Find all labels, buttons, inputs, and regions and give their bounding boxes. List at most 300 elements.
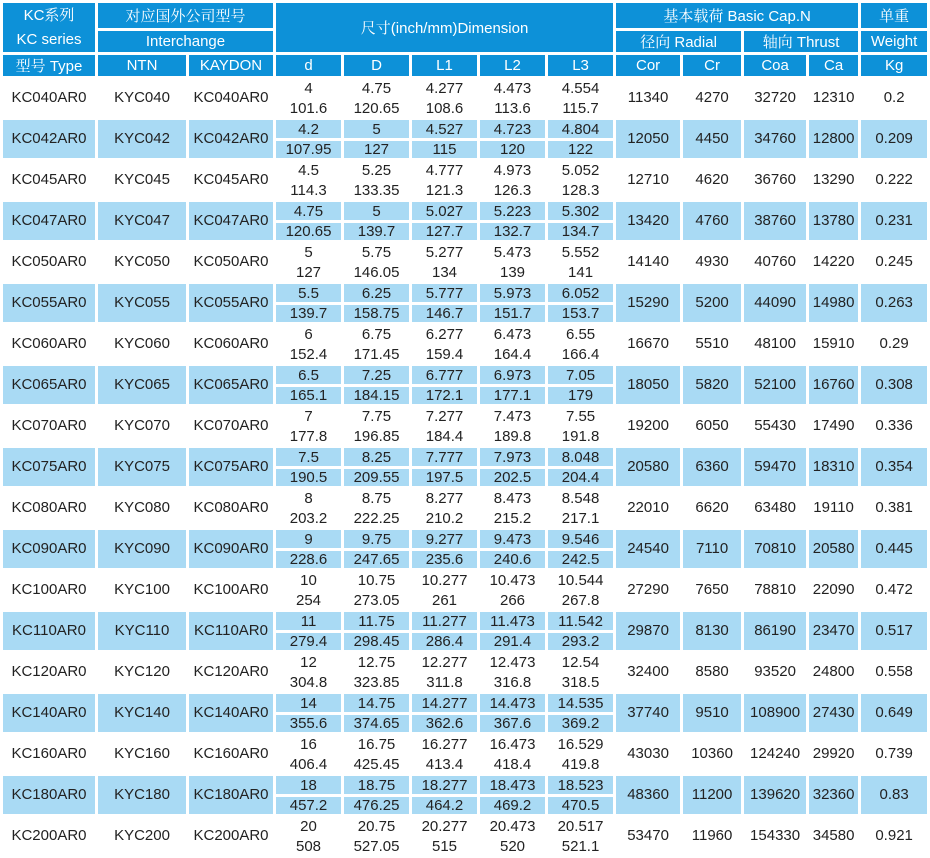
model-cell: KC140AR0: [3, 694, 95, 732]
kaydon-cell: KC120AR0: [189, 653, 273, 691]
dim-cell-L3: [548, 161, 613, 199]
dim-cell-L1: [412, 571, 477, 609]
dim-mm-value: 121.3: [425, 182, 464, 199]
dim-inch-value: 6.75: [344, 325, 409, 346]
dim-mm-value: 527.05: [353, 838, 400, 855]
load-cell-cr: 5510: [683, 325, 741, 363]
weight-cell: 0.231: [861, 202, 927, 240]
table-body: [3, 79, 927, 855]
dim-inch-value: 4.5: [276, 161, 341, 182]
dim-mm-value: 515: [432, 838, 458, 855]
dim-inch-value: 10.277: [412, 571, 477, 592]
dim-inch-value: 20.473: [480, 817, 545, 838]
dim-inch-value: 14.75: [344, 694, 409, 715]
load-cell-ca: 22090: [809, 571, 858, 609]
dim-cell-L3: [548, 243, 613, 281]
dim-inch-value: 18.75: [344, 776, 409, 797]
col-header-cr: Cr: [683, 55, 741, 76]
dim-inch-value: 9.75: [344, 530, 409, 551]
header-interchange-en: Interchange: [98, 31, 273, 52]
load-cell-cr: 8130: [683, 612, 741, 650]
load-cell-cr: 7650: [683, 571, 741, 609]
weight-cell: 0.472: [861, 571, 927, 609]
dim-mm-value: 133.35: [353, 182, 400, 199]
dim-cell-L3: [548, 653, 613, 691]
dim-cell-L2: [480, 325, 545, 363]
load-cell-ca: 24800: [809, 653, 858, 691]
header-dimension: 尺寸(inch/mm)Dimension: [276, 3, 613, 52]
weight-cell: 0.2: [861, 79, 927, 117]
ntn-cell: KYC110: [98, 612, 186, 650]
dim-inch-value: 9.277: [412, 530, 477, 551]
table-row: [3, 776, 927, 814]
dim-inch-value: 7.277: [412, 407, 477, 428]
dim-cell-D: [344, 448, 409, 486]
dim-inch-value: 8.048: [548, 448, 613, 469]
load-cell-cr: 5200: [683, 284, 741, 322]
load-cell-coa: 36760: [744, 161, 806, 199]
dim-mm-value: 139.7: [357, 223, 396, 240]
dim-cell-L2: [480, 284, 545, 322]
model-cell: KC047AR0: [3, 202, 95, 240]
dim-mm-value: 113.6: [494, 100, 531, 117]
dim-cell-d: [276, 776, 341, 814]
dim-mm-value: 184.15: [353, 387, 400, 404]
load-cell-coa: 34760: [744, 120, 806, 158]
col-header-kg: Kg: [861, 55, 927, 76]
dim-cell-L3: [548, 202, 613, 240]
weight-cell: 0.517: [861, 612, 927, 650]
dim-cell-D: [344, 243, 409, 281]
dim-cell-d: [276, 530, 341, 568]
dim-cell-L3: [548, 571, 613, 609]
dim-mm-value: 273.05: [353, 592, 400, 609]
load-cell-cr: 4270: [683, 79, 741, 117]
dim-cell-D: [344, 202, 409, 240]
model-cell: KC065AR0: [3, 366, 95, 404]
table-row: [3, 243, 927, 281]
dim-cell-d: [276, 325, 341, 363]
dim-mm-value: 279.4: [289, 633, 328, 650]
model-cell: KC060AR0: [3, 325, 95, 363]
dim-cell-L2: [480, 243, 545, 281]
ntn-cell: KYC075: [98, 448, 186, 486]
dim-cell-d: [276, 366, 341, 404]
load-cell-cor: 48360: [616, 776, 680, 814]
load-cell-cr: 6620: [683, 489, 741, 527]
load-cell-coa: 93520: [744, 653, 806, 691]
dim-mm-value: 189.8: [493, 428, 532, 445]
header-basic-cap: 基本载荷 Basic Cap.N: [616, 3, 858, 28]
dim-cell-d: [276, 284, 341, 322]
dim-inch-value: 18.277: [412, 776, 477, 797]
dim-mm-value: 304.8: [289, 674, 328, 691]
dim-cell-L2: [480, 735, 545, 773]
dim-inch-value: 18.473: [480, 776, 545, 797]
col-header-kaydon: KAYDON: [189, 55, 273, 76]
dim-cell-d: [276, 202, 341, 240]
dim-mm-value: 128.3: [561, 182, 600, 199]
model-cell: KC080AR0: [3, 489, 95, 527]
dim-inch-value: 20: [276, 817, 341, 838]
ntn-cell: KYC045: [98, 161, 186, 199]
ntn-cell: KYC070: [98, 407, 186, 445]
table-row: [3, 530, 927, 568]
dim-mm-value: 134.7: [561, 223, 600, 240]
dim-mm-value: 374.65: [353, 715, 400, 732]
load-cell-ca: 14220: [809, 243, 858, 281]
dim-cell-L1: [412, 653, 477, 691]
model-cell: KC180AR0: [3, 776, 95, 814]
col-header-d: d: [276, 55, 341, 76]
dim-mm-value: 196.85: [353, 428, 400, 445]
dim-cell-L2: [480, 120, 545, 158]
dim-cell-L1: [412, 161, 477, 199]
col-header-L1: L1: [412, 55, 477, 76]
load-cell-cor: 32400: [616, 653, 680, 691]
dim-inch-value: 5.973: [480, 284, 545, 305]
kaydon-cell: KC075AR0: [189, 448, 273, 486]
dim-mm-value: 127: [364, 141, 390, 158]
header-thrust: 轴向 Thrust: [744, 31, 858, 52]
load-cell-ca: 13290: [809, 161, 858, 199]
dim-cell-L3: [548, 735, 613, 773]
kaydon-cell: KC040AR0: [189, 79, 273, 117]
load-cell-ca: 19110: [809, 489, 858, 527]
load-cell-ca: 27430: [809, 694, 858, 732]
dim-inch-value: 7.473: [480, 407, 545, 428]
dim-inch-value: 11.75: [344, 612, 409, 633]
dim-inch-value: 18.523: [548, 776, 613, 797]
load-cell-coa: 154330: [744, 817, 806, 855]
load-cell-cr: 4760: [683, 202, 741, 240]
dim-mm-value: 132.7: [493, 223, 532, 240]
dim-mm-value: 355.6: [289, 715, 328, 732]
dim-mm-value: 418.4: [493, 756, 532, 773]
dim-inch-value: 5: [344, 202, 409, 223]
load-cell-ca: 29920: [809, 735, 858, 773]
load-cell-ca: 32360: [809, 776, 858, 814]
dim-mm-value: 172.1: [425, 387, 464, 404]
dim-inch-value: 8.25: [344, 448, 409, 469]
dim-cell-d: [276, 735, 341, 773]
dim-cell-d: [276, 653, 341, 691]
load-cell-coa: 32720: [744, 79, 806, 117]
dim-cell-L3: [548, 530, 613, 568]
dim-cell-L1: [412, 817, 477, 855]
dim-inch-value: 16.529: [548, 735, 613, 756]
dim-cell-L2: [480, 407, 545, 445]
dim-inch-value: 8.548: [548, 489, 613, 510]
dim-cell-L3: [548, 120, 613, 158]
load-cell-ca: 17490: [809, 407, 858, 445]
load-cell-ca: 34580: [809, 817, 858, 855]
dim-inch-value: 6.973: [480, 366, 545, 387]
dim-cell-L1: [412, 776, 477, 814]
dim-inch-value: 12: [276, 653, 341, 674]
ntn-cell: KYC055: [98, 284, 186, 322]
dim-inch-value: 16.277: [412, 735, 477, 756]
load-cell-cr: 4930: [683, 243, 741, 281]
dim-cell-L1: [412, 735, 477, 773]
dim-inch-value: 7.55: [548, 407, 613, 428]
model-cell: KC160AR0: [3, 735, 95, 773]
load-cell-cor: 22010: [616, 489, 680, 527]
dim-cell-d: [276, 448, 341, 486]
dim-inch-value: 12.54: [548, 653, 613, 674]
dim-mm-value: 266: [500, 592, 526, 609]
dim-mm-value: 127: [296, 264, 322, 281]
ntn-cell: KYC042: [98, 120, 186, 158]
ntn-cell: KYC100: [98, 571, 186, 609]
dim-mm-value: 362.6: [425, 715, 464, 732]
dim-inch-value: 14.535: [548, 694, 613, 715]
ntn-cell: KYC160: [98, 735, 186, 773]
table-row: [3, 161, 927, 199]
weight-cell: 0.222: [861, 161, 927, 199]
kaydon-cell: KC180AR0: [189, 776, 273, 814]
dim-mm-value: 464.2: [425, 797, 464, 814]
dim-mm-value: 457.2: [289, 797, 328, 814]
dim-cell-L1: [412, 694, 477, 732]
dim-mm-value: 217.1: [561, 510, 600, 527]
dim-inch-value: 20.75: [344, 817, 409, 838]
dim-cell-D: [344, 735, 409, 773]
dim-cell-D: [344, 571, 409, 609]
dim-inch-value: 4: [276, 79, 341, 100]
dim-inch-value: 7.973: [480, 448, 545, 469]
load-cell-cr: 10360: [683, 735, 741, 773]
load-cell-cr: 6050: [683, 407, 741, 445]
dim-inch-value: 5.75: [344, 243, 409, 264]
dim-cell-D: [344, 694, 409, 732]
ntn-cell: KYC180: [98, 776, 186, 814]
dim-inch-value: 14.473: [480, 694, 545, 715]
dim-cell-L1: [412, 325, 477, 363]
dim-inch-value: 8.277: [412, 489, 477, 510]
dim-mm-value: 202.5: [493, 469, 532, 486]
header-interchange-cn: 对应国外公司型号: [98, 3, 273, 28]
weight-cell: 0.649: [861, 694, 927, 732]
dim-inch-value: 4.2: [276, 120, 341, 141]
dim-inch-value: 5.223: [480, 202, 545, 223]
load-cell-cor: 19200: [616, 407, 680, 445]
dim-inch-value: 5.473: [480, 243, 545, 264]
kaydon-cell: KC050AR0: [189, 243, 273, 281]
dim-inch-value: 6.55: [548, 325, 613, 346]
header-radial: 径向 Radial: [616, 31, 741, 52]
dim-mm-value: 190.5: [289, 469, 328, 486]
dim-inch-value: 4.473: [480, 79, 545, 100]
load-cell-coa: 59470: [744, 448, 806, 486]
dim-cell-D: [344, 530, 409, 568]
dim-mm-value: 469.2: [493, 797, 532, 814]
dim-mm-value: 108.6: [425, 100, 464, 117]
model-cell: KC050AR0: [3, 243, 95, 281]
col-header-L2: L2: [480, 55, 545, 76]
dim-mm-value: 171.45: [353, 346, 400, 363]
ntn-cell: KYC120: [98, 653, 186, 691]
dim-inch-value: 14.277: [412, 694, 477, 715]
weight-cell: 0.29: [861, 325, 927, 363]
load-cell-ca: 12310: [809, 79, 858, 117]
dim-mm-value: 293.2: [561, 633, 600, 650]
dim-mm-value: 159.4: [425, 346, 464, 363]
dim-mm-value: 127.7: [425, 223, 464, 240]
dim-cell-L1: [412, 120, 477, 158]
dim-mm-value: 209.55: [353, 469, 400, 486]
dim-inch-value: 5.302: [548, 202, 613, 223]
dim-inch-value: 5.552: [548, 243, 613, 264]
dim-cell-L3: [548, 776, 613, 814]
header-kc-series-cn: KC系列: [23, 6, 75, 24]
weight-cell: 0.263: [861, 284, 927, 322]
load-cell-cor: 15290: [616, 284, 680, 322]
dim-mm-value: 470.5: [561, 797, 600, 814]
dim-inch-value: 9: [276, 530, 341, 551]
dim-inch-value: 12.75: [344, 653, 409, 674]
dim-mm-value: 406.4: [289, 756, 328, 773]
dim-cell-L1: [412, 489, 477, 527]
dim-inch-value: 4.723: [480, 120, 545, 141]
ntn-cell: KYC050: [98, 243, 186, 281]
kaydon-cell: KC060AR0: [189, 325, 273, 363]
header-kc-series-en: KC series: [16, 30, 82, 48]
load-cell-coa: 108900: [744, 694, 806, 732]
dim-mm-value: 520: [500, 838, 526, 855]
dim-mm-value: 286.4: [425, 633, 464, 650]
load-cell-cr: 4450: [683, 120, 741, 158]
col-header-L3: L3: [548, 55, 613, 76]
dim-cell-d: [276, 407, 341, 445]
dim-cell-D: [344, 489, 409, 527]
ntn-cell: KYC065: [98, 366, 186, 404]
kaydon-cell: KC045AR0: [189, 161, 273, 199]
dim-cell-d: [276, 694, 341, 732]
dim-inch-value: 7.75: [344, 407, 409, 428]
dim-mm-value: 146.7: [425, 305, 464, 322]
weight-cell: 0.308: [861, 366, 927, 404]
dim-mm-value: 419.8: [561, 756, 600, 773]
dim-mm-value: 120.65: [353, 100, 400, 117]
dim-mm-value: 267.8: [561, 592, 600, 609]
table-row: [3, 366, 927, 404]
dim-mm-value: 107.95: [285, 141, 332, 158]
model-cell: KC075AR0: [3, 448, 95, 486]
dim-inch-value: 4.973: [480, 161, 545, 182]
load-cell-cor: 14140: [616, 243, 680, 281]
dim-mm-value: 369.2: [561, 715, 600, 732]
model-cell: KC090AR0: [3, 530, 95, 568]
dim-inch-value: 10.473: [480, 571, 545, 592]
dim-cell-L2: [480, 776, 545, 814]
dim-mm-value: 114.3: [290, 182, 327, 199]
load-cell-coa: 44090: [744, 284, 806, 322]
dim-cell-D: [344, 817, 409, 855]
dim-inch-value: 6.277: [412, 325, 477, 346]
load-cell-cr: 5820: [683, 366, 741, 404]
load-cell-cor: 13420: [616, 202, 680, 240]
dim-inch-value: 8.473: [480, 489, 545, 510]
kaydon-cell: KC080AR0: [189, 489, 273, 527]
load-cell-cor: 53470: [616, 817, 680, 855]
ntn-cell: KYC047: [98, 202, 186, 240]
dim-cell-L3: [548, 407, 613, 445]
dim-mm-value: 204.4: [561, 469, 600, 486]
dim-cell-L2: [480, 653, 545, 691]
weight-cell: 0.245: [861, 243, 927, 281]
dim-inch-value: 12.473: [480, 653, 545, 674]
dim-cell-L2: [480, 161, 545, 199]
dim-mm-value: 152.4: [289, 346, 328, 363]
dim-cell-d: [276, 489, 341, 527]
dim-mm-value: 158.75: [353, 305, 400, 322]
col-header-type: 型号 Type: [3, 55, 95, 76]
dim-cell-L3: [548, 284, 613, 322]
dim-cell-L3: [548, 366, 613, 404]
load-cell-cr: 7110: [683, 530, 741, 568]
dim-inch-value: 5.277: [412, 243, 477, 264]
dim-mm-value: 311.8: [426, 674, 463, 691]
dim-cell-L2: [480, 612, 545, 650]
dim-cell-L3: [548, 448, 613, 486]
load-cell-coa: 52100: [744, 366, 806, 404]
dim-mm-value: 425.45: [353, 756, 400, 773]
dim-cell-L1: [412, 202, 477, 240]
dim-cell-L3: [548, 612, 613, 650]
dim-inch-value: 14: [276, 694, 341, 715]
dim-inch-value: 4.804: [548, 120, 613, 141]
load-cell-cr: 6360: [683, 448, 741, 486]
dim-mm-value: 210.2: [425, 510, 464, 527]
table-row: [3, 735, 927, 773]
table-row: [3, 79, 927, 117]
kaydon-cell: KC200AR0: [189, 817, 273, 855]
dim-inch-value: 6.777: [412, 366, 477, 387]
dim-inch-value: 16: [276, 735, 341, 756]
dim-mm-value: 115: [432, 141, 457, 158]
ntn-cell: KYC040: [98, 79, 186, 117]
dim-mm-value: 151.7: [493, 305, 532, 322]
dim-inch-value: 5.777: [412, 284, 477, 305]
weight-cell: 0.354: [861, 448, 927, 486]
weight-cell: 0.921: [861, 817, 927, 855]
ntn-cell: KYC080: [98, 489, 186, 527]
load-cell-ca: 20580: [809, 530, 858, 568]
dim-mm-value: 235.6: [425, 551, 464, 568]
load-cell-coa: 48100: [744, 325, 806, 363]
weight-cell: 0.445: [861, 530, 927, 568]
load-cell-coa: 139620: [744, 776, 806, 814]
dim-cell-d: [276, 612, 341, 650]
table-header: [3, 3, 927, 76]
kaydon-cell: KC047AR0: [189, 202, 273, 240]
weight-cell: 0.209: [861, 120, 927, 158]
dim-mm-value: 165.1: [289, 387, 328, 404]
dim-inch-value: 5: [344, 120, 409, 141]
dim-cell-L2: [480, 571, 545, 609]
dim-mm-value: 134: [432, 264, 458, 281]
model-cell: KC100AR0: [3, 571, 95, 609]
load-cell-cor: 18050: [616, 366, 680, 404]
dim-mm-value: 367.6: [493, 715, 532, 732]
dim-mm-value: 476.25: [353, 797, 400, 814]
dim-mm-value: 316.8: [493, 674, 532, 691]
load-cell-ca: 15910: [809, 325, 858, 363]
kaydon-cell: KC160AR0: [189, 735, 273, 773]
dim-mm-value: 197.5: [425, 469, 464, 486]
dim-inch-value: 6.052: [548, 284, 613, 305]
